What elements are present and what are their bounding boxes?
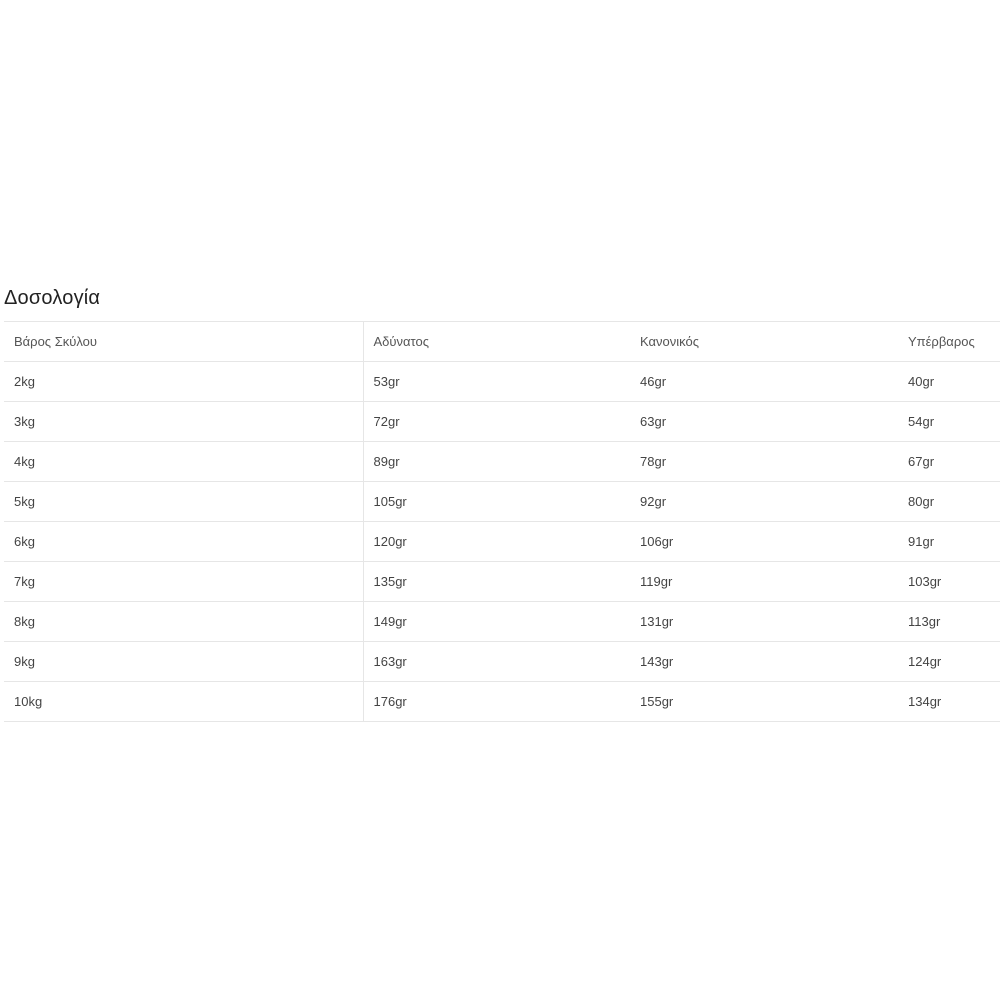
dosage-table [4, 321, 1000, 722]
cell-thin: 163gr [363, 642, 630, 682]
cell-thin: 89gr [363, 442, 630, 482]
cell-dog-weight: 2kg [4, 362, 363, 402]
cell-dog-weight: 9kg [4, 642, 363, 682]
table-row [4, 562, 1000, 602]
table-row [4, 602, 1000, 642]
cell-overweight: 67gr [898, 442, 1000, 482]
cell-dog-weight: 8kg [4, 602, 363, 642]
column-header-overweight: Υπέρβαρος [898, 322, 1000, 362]
cell-dog-weight: 6kg [4, 522, 363, 562]
cell-dog-weight: 5kg [4, 482, 363, 522]
dosage-title: Δοσολογία [4, 287, 101, 309]
cell-thin: 72gr [363, 402, 630, 442]
table-row [4, 682, 1000, 722]
cell-thin: 135gr [363, 562, 630, 602]
cell-normal: 78gr [630, 442, 898, 482]
cell-overweight: 134gr [898, 682, 1000, 722]
cell-dog-weight: 10kg [4, 682, 363, 722]
table-row [4, 642, 1000, 682]
cell-dog-weight: 7kg [4, 562, 363, 602]
table-row [4, 402, 1000, 442]
column-header-thin: Αδύνατος [363, 322, 630, 362]
cell-normal: 119gr [630, 562, 898, 602]
dosage-section [4, 283, 1000, 722]
table-row [4, 522, 1000, 562]
cell-normal: 63gr [630, 402, 898, 442]
cell-thin: 176gr [363, 682, 630, 722]
cell-thin: 120gr [363, 522, 630, 562]
cell-overweight: 40gr [898, 362, 1000, 402]
dosage-table-body [4, 362, 1000, 722]
table-row [4, 482, 1000, 522]
cell-thin: 53gr [363, 362, 630, 402]
cell-dog-weight: 4kg [4, 442, 363, 482]
cell-overweight: 124gr [898, 642, 1000, 682]
table-row [4, 362, 1000, 402]
dosage-table-header [4, 322, 1000, 362]
cell-overweight: 91gr [898, 522, 1000, 562]
table-row [4, 442, 1000, 482]
cell-normal: 131gr [630, 602, 898, 642]
cell-normal: 106gr [630, 522, 898, 562]
header-row [4, 322, 1000, 362]
cell-thin: 149gr [363, 602, 630, 642]
cell-overweight: 103gr [898, 562, 1000, 602]
cell-thin: 105gr [363, 482, 630, 522]
cell-overweight: 113gr [898, 602, 1000, 642]
column-header-normal: Κανονικός [630, 322, 898, 362]
cell-normal: 155gr [630, 682, 898, 722]
cell-dog-weight: 3kg [4, 402, 363, 442]
cell-overweight: 80gr [898, 482, 1000, 522]
cell-normal: 143gr [630, 642, 898, 682]
cell-normal: 92gr [630, 482, 898, 522]
cell-overweight: 54gr [898, 402, 1000, 442]
cell-normal: 46gr [630, 362, 898, 402]
column-header-dog-weight: Βάρος Σκύλου [4, 322, 363, 362]
